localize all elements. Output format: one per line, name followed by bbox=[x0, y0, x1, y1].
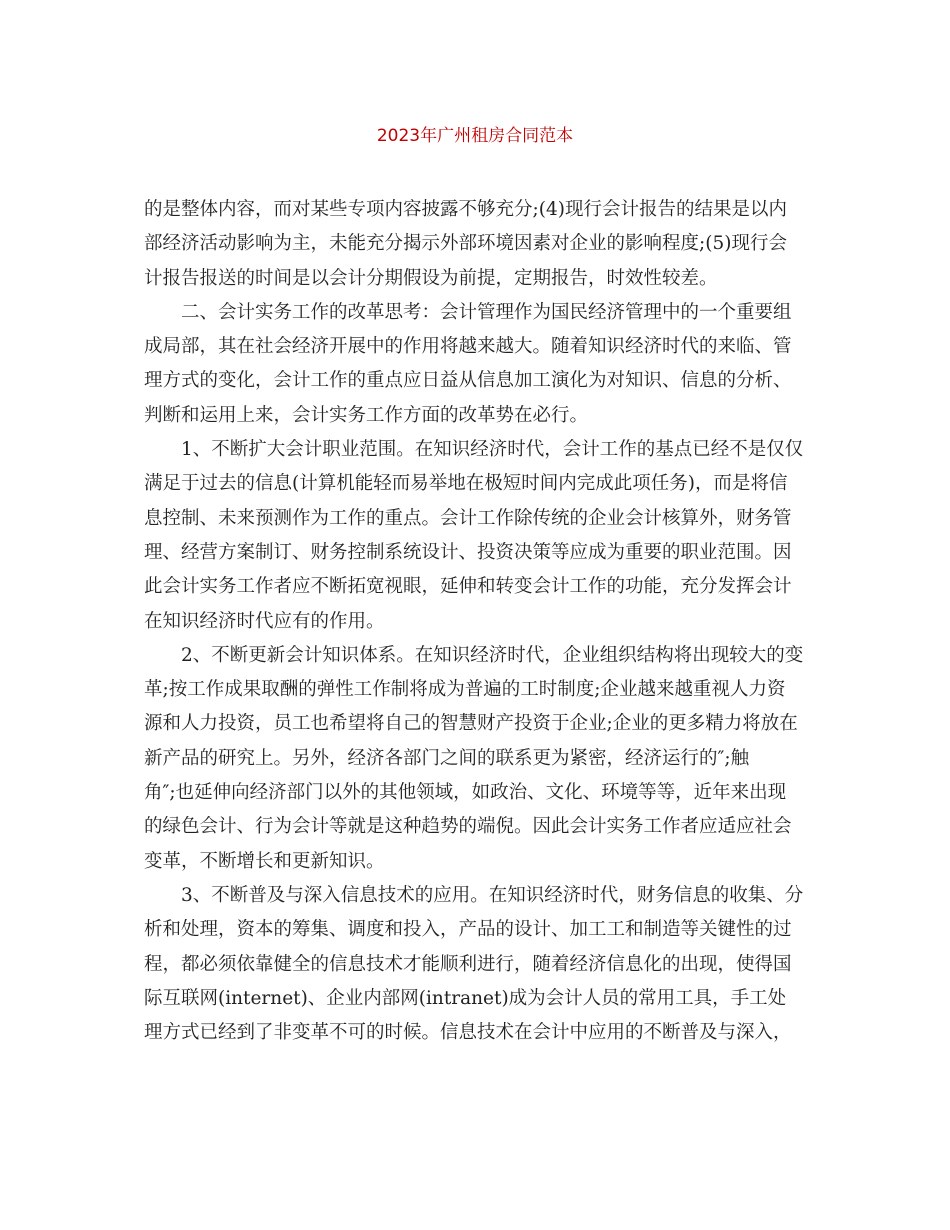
paragraph bbox=[144, 296, 808, 433]
text-line: 在知识经济时代应有的作用。 bbox=[144, 610, 385, 632]
text-line: 的是整体内容，而对某些专项内容披露不够充分;(4)现行会计报告的结果是以内 bbox=[144, 199, 787, 220]
text-line: 2、不断更新会计知识体系。在知识经济时代，企业组织结构将出现较大的变 bbox=[181, 644, 804, 666]
text-line: 角″;也延伸向经济部门以外的其他领域，如政治、文化、环境等等，近年来出现 bbox=[144, 782, 787, 804]
text-line: 的绿色会计、行为会计等就是这种趋势的端倪。因此会计实务工作者应适应社会 bbox=[144, 816, 792, 838]
text-line: 3、不断普及与深入信息技术的应用。在知识经济时代，财务信息的收集、分 bbox=[181, 884, 804, 906]
text-line: 源和人力投资，员工也希望将自己的智慧财产投资于企业;企业的更多精力将放在 bbox=[144, 713, 798, 735]
text-line: 理、经营方案制订、财务控制系统设计、投资决策等应成为重要的职业范围。因 bbox=[144, 541, 792, 563]
text-line: 变革，不断增长和更新知识。 bbox=[144, 850, 385, 872]
text-line: 革;按工作成果取酬的弹性工作制将成为普遍的工时制度;企业越来越重视人力资 bbox=[144, 679, 786, 701]
text-line: 成局部，其在社会经济开展中的作用将越来越大。随着知识经济时代的来临、管 bbox=[144, 336, 792, 358]
document-title: 2023年广州租房合同范本 bbox=[376, 126, 574, 146]
text-line: 理方式已经到了非变革不可的时候。信息技术在会计中应用的不断普及与深入， bbox=[144, 1022, 792, 1044]
paragraph bbox=[144, 193, 808, 296]
text-line: 部经济活动影响为主，未能充分揭示外部环境因素对企业的影响程度;(5)现行会 bbox=[144, 233, 787, 255]
paragraph bbox=[144, 433, 808, 639]
text-line: 计报告报送的时间是以会计分期假设为前提，定期报告，时效性较差。 bbox=[144, 267, 718, 289]
text-line: 满足于过去的信息(计算机能轻而易举地在极短时间内完成此项任务)，而是将信 bbox=[144, 473, 788, 495]
text-line: 1、不断扩大会计职业范围。在知识经济时代，会计工作的基点已经不是仅仅 bbox=[181, 439, 804, 461]
text-line: 新产品的研究上。另外，经济各部门之间的联系更为紧密，经济运行的″;触 bbox=[144, 747, 750, 769]
text-line: 理方式的变化，会计工作的重点应日益从信息加工演化为对知识、信息的分析、 bbox=[144, 370, 792, 392]
text-line: 息控制、未来预测作为工作的重点。会计工作除传统的企业会计核算外，财务管 bbox=[144, 507, 792, 529]
text-line: 际互联网(internet)、企业内部网(intranet)成为会计人员的常用工具，手工处 bbox=[144, 987, 787, 1009]
document-body bbox=[144, 193, 808, 1050]
text-line: 此会计实务工作者应不断拓宽视眼，延伸和转变会计工作的功能，充分发挥会计 bbox=[144, 576, 792, 598]
paragraph bbox=[144, 639, 808, 879]
text-line: 二、会计实务工作的改革思考：会计管理作为国民经济管理中的一个重要组 bbox=[181, 301, 792, 323]
text-line: 判断和运用上来，会计实务工作方面的改革势在必行。 bbox=[144, 404, 589, 426]
text-line: 析和处理，资本的筹集、调度和投入，产品的设计、加工工和制造等关键性的过 bbox=[144, 919, 792, 941]
text-line: 程，都必须依靠健全的信息技术才能顺利进行，随着经济信息化的出现，使得国 bbox=[144, 953, 792, 975]
paragraph bbox=[144, 879, 808, 1050]
